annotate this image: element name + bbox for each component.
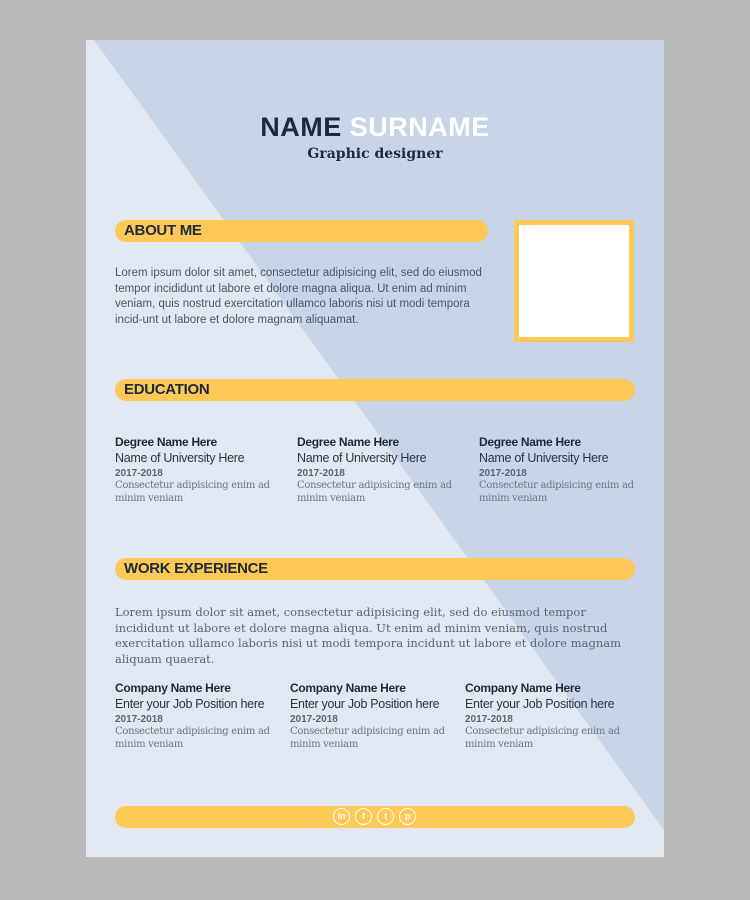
description: Consectetur adipisicing enim ad minim veniam bbox=[115, 726, 270, 750]
twitter-icon[interactable]: t bbox=[377, 808, 394, 825]
degree: Degree Name Here bbox=[479, 435, 581, 449]
education-heading: EDUCATION bbox=[115, 379, 635, 401]
work-item bbox=[465, 681, 640, 751]
photo-placeholder[interactable] bbox=[514, 220, 634, 342]
work-text: Lorem ipsum dolor sit amet, consectetur adipisicing elit, sed do eiusmod tempor incididunt ut labore et dolore magna aliqua. Ut enim ad minim veniam, quis nostrud exercitation ullamco laboris nisi ut modi tempora incidunt ut labore et dolore magnam aliquam quaerat. bbox=[115, 605, 622, 666]
description: Consectetur adipisicing enim ad minim veniam bbox=[297, 480, 452, 504]
work-item bbox=[115, 681, 290, 751]
about-heading: ABOUT ME bbox=[115, 220, 488, 242]
job-title: Graphic designer bbox=[307, 146, 443, 162]
years: 2017-2018 bbox=[115, 714, 163, 725]
position: Enter your Job Position here bbox=[115, 697, 265, 711]
education-item bbox=[115, 435, 290, 505]
degree: Degree Name Here bbox=[297, 435, 399, 449]
education-item bbox=[479, 435, 654, 505]
position: Enter your Job Position here bbox=[465, 697, 615, 711]
full-name bbox=[86, 112, 664, 143]
description: Consectetur adipisicing enim ad minim veniam bbox=[115, 480, 270, 504]
company: Company Name Here bbox=[290, 681, 406, 695]
description: Consectetur adipisicing enim ad minim veniam bbox=[479, 480, 634, 504]
company: Company Name Here bbox=[115, 681, 231, 695]
years: 2017-2018 bbox=[290, 714, 338, 725]
years: 2017-2018 bbox=[479, 468, 527, 479]
last-name: SURNAME bbox=[349, 112, 490, 142]
linkedin-icon[interactable]: in bbox=[333, 808, 350, 825]
school: Name of University Here bbox=[479, 451, 609, 465]
years: 2017-2018 bbox=[465, 714, 513, 725]
work-item bbox=[290, 681, 465, 751]
education-item bbox=[297, 435, 472, 505]
resume-page bbox=[86, 40, 664, 857]
description: Consectetur adipisicing enim ad minim veniam bbox=[465, 726, 620, 750]
years: 2017-2018 bbox=[115, 468, 163, 479]
description: Consectetur adipisicing enim ad minim veniam bbox=[290, 726, 445, 750]
years: 2017-2018 bbox=[297, 468, 345, 479]
school: Name of University Here bbox=[115, 451, 245, 465]
about-text: Lorem ipsum dolor sit amet, consectetur adipisicing elit, sed do eiusmod tempor incididunt ut labore et dolore magna aliqua. Ut enim ad minim veniam, quis nostrud exercitation ullamco laboris nisi ut modi tempora incid-unt ut labore et dolore magnam aliquamat. bbox=[115, 267, 482, 326]
facebook-icon[interactable]: f bbox=[355, 808, 372, 825]
degree: Degree Name Here bbox=[115, 435, 217, 449]
pinterest-icon[interactable]: p bbox=[399, 808, 416, 825]
company: Company Name Here bbox=[465, 681, 581, 695]
position: Enter your Job Position here bbox=[290, 697, 440, 711]
footer-bar bbox=[115, 806, 635, 828]
first-name: NAME bbox=[260, 112, 342, 142]
work-heading: WORK EXPERIENCE bbox=[115, 558, 635, 580]
school: Name of University Here bbox=[297, 451, 427, 465]
